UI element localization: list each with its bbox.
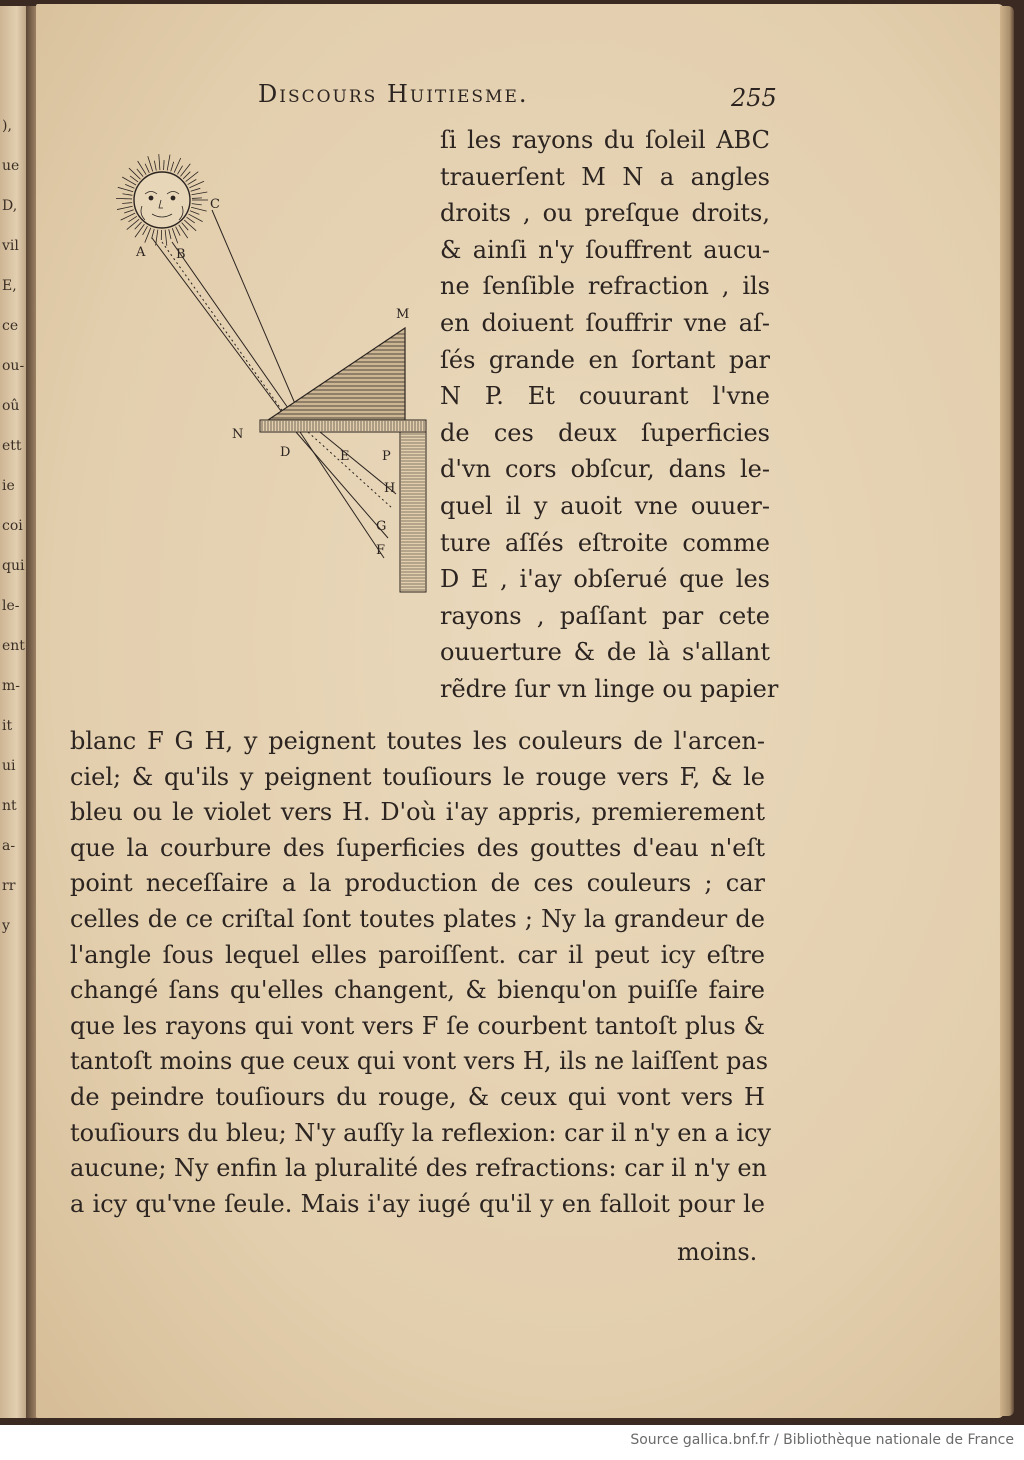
text-line: blanc F G H, y peignent toutes les couleurs de l'arcen- xyxy=(70,727,765,755)
text-line: droits , ou preſque droits, xyxy=(440,199,770,228)
text-line: en doiuent ſouffrir vne aſ- xyxy=(440,309,770,337)
label-H: H xyxy=(384,481,396,496)
running-title: Discours Huitiesme. xyxy=(258,80,529,108)
prev-page-fragment: m- xyxy=(2,678,21,694)
text-line: tantoſt moins que ceux qui vont vers H, ils ne laiſſent pas xyxy=(70,1047,769,1076)
catchword: moins. xyxy=(677,1238,758,1266)
source-footer: Source gallica.bnf.fr / Bibliothèque nationale de France xyxy=(630,1432,1014,1448)
text-line: & ainſi n'y ſouffrent aucu- xyxy=(440,235,770,264)
prev-page-fragment: ce xyxy=(2,318,19,334)
text-line: point neceſſaire a la production de ces couleurs ; car xyxy=(70,869,765,898)
text-line: aucune; Ny enfin la pluralité des refractions: car il n'y en xyxy=(70,1154,767,1183)
text-line: ne ſenſible refraction , ils xyxy=(440,272,770,301)
text-line: l'angle ſous lequel elles paroiſſent. car il peut icy eſtre xyxy=(70,940,765,969)
prev-page-fragment: D, xyxy=(2,198,18,214)
label-M: M xyxy=(396,307,410,322)
label-D: D xyxy=(280,445,291,460)
text-line: D E , i'ay obſerué que les xyxy=(440,565,770,594)
prev-page-fragment: coi xyxy=(2,518,23,534)
label-C: C xyxy=(210,197,220,212)
prev-page-fragment: ie xyxy=(2,478,15,494)
text-line: celles de ce criſtal ſont toutes plates ; Ny la grandeur de xyxy=(70,905,765,933)
label-G: G xyxy=(376,519,387,534)
prev-page-fragment: qui xyxy=(2,558,25,574)
prev-page-fragment: ent xyxy=(2,638,25,654)
text-line: d'vn cors obſcur, dans le- xyxy=(440,455,770,484)
text-line: N P. Et couurant l'vne xyxy=(440,382,770,411)
prev-page-fragment: rr xyxy=(2,878,16,894)
prev-page-fragment: ), xyxy=(2,118,12,134)
text-line: ciel; & qu'ils y peignent touſiours le rouge vers F, & le xyxy=(70,762,765,791)
text-line: ouuerture & de là s'allant xyxy=(440,638,770,667)
prev-page-fragment: E, xyxy=(2,278,17,294)
text-line: de peindre touſiours du rouge, & ceux qui vont vers H xyxy=(70,1083,765,1111)
prism-diagram xyxy=(100,138,440,608)
prev-page-fragment: it xyxy=(2,718,13,734)
text-line: que la courbure des ſuperficies des gouttes d'eau n'eſt xyxy=(70,833,765,862)
prev-page-fragment: vil xyxy=(2,238,19,254)
prev-page-fragment: a- xyxy=(2,838,16,854)
screen xyxy=(400,432,426,592)
label-P: P xyxy=(382,449,391,464)
label-B: B xyxy=(176,247,186,262)
prev-page-fragment: y xyxy=(2,918,10,934)
text-line: rayons , paſſant par cete xyxy=(440,601,770,630)
text-line: ture aſſés eſtroite comme xyxy=(440,528,770,557)
label-F: F xyxy=(376,543,386,558)
label-A: A xyxy=(136,245,146,260)
prev-page-fragment: nt xyxy=(2,798,17,814)
text-line: ſés grande en ſortant par xyxy=(440,345,770,374)
prev-page-fragment: ue xyxy=(2,158,20,174)
prev-page-fragment: ui xyxy=(2,758,16,774)
text-line: a icy qu'vne ſeule. Mais i'ay iugé qu'il y en falloit pour le xyxy=(70,1189,765,1218)
text-line: trauerſent M N a angles xyxy=(440,162,770,191)
sun-icon xyxy=(116,154,208,246)
page-edge xyxy=(1000,6,1014,1416)
text-line: touſiours du bleu; N'y auſſy la reflexion: car il n'y en a icy xyxy=(70,1118,772,1147)
prev-page-fragment: le- xyxy=(2,598,20,614)
label-E: E xyxy=(340,449,350,464)
prev-page-fragment: ou- xyxy=(2,358,25,374)
prev-page-fragment: oû xyxy=(2,398,20,414)
text-line: changé ſans qu'elles changent, & bienqu'on puiſſe faire xyxy=(70,976,765,1005)
label-N: N xyxy=(232,427,244,442)
text-line: que les rayons qui vont vers F ſe courbent tantoſt plus & xyxy=(70,1011,765,1040)
text-line: quel il y auoit vne ouuer- xyxy=(440,492,770,520)
previous-page-edge xyxy=(0,6,28,1418)
prev-page-fragment: ett xyxy=(2,438,22,454)
page-number: 255 xyxy=(731,84,777,112)
text-line: bleu ou le violet vers H. D'où i'ay appris, premierement xyxy=(70,798,765,827)
text-line: ſi les rayons du ſoleil ABC xyxy=(440,126,770,154)
text-line: de ces deux ſuperficies xyxy=(440,418,770,447)
text-line: rẽdre ſur vn linge ou papier xyxy=(440,675,779,703)
